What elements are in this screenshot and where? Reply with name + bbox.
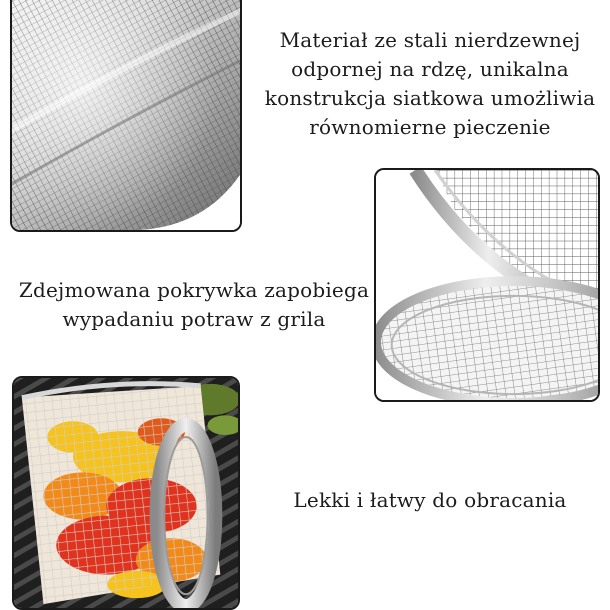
grill-basket-with-peppers-image [12,376,240,610]
mesh-tube-illustration [12,0,240,230]
caption-line: Materiał ze stali nierdzewnej [279,28,581,52]
caption-line: Zdejmowana pokrywka zapobiega [18,278,370,302]
caption-line: wypadaniu potraw z grila [62,307,326,331]
caption-line: odpornej na rdzę, unikalna [291,57,569,81]
caption-easy-rotate [250,486,610,515]
caption-line: Lekki i łatwy do obracania [293,488,567,512]
mesh-tube-closeup-image [10,0,242,232]
caption-line: konstrukcja siatkowa umożliwia [264,86,596,110]
removable-lid-image [374,168,600,402]
lid-illustration [376,170,598,400]
caption-material-mesh [250,26,610,142]
caption-removable-lid [14,276,374,334]
grill-basket-illustration [14,378,238,608]
caption-line: równomierne pieczenie [309,115,551,139]
